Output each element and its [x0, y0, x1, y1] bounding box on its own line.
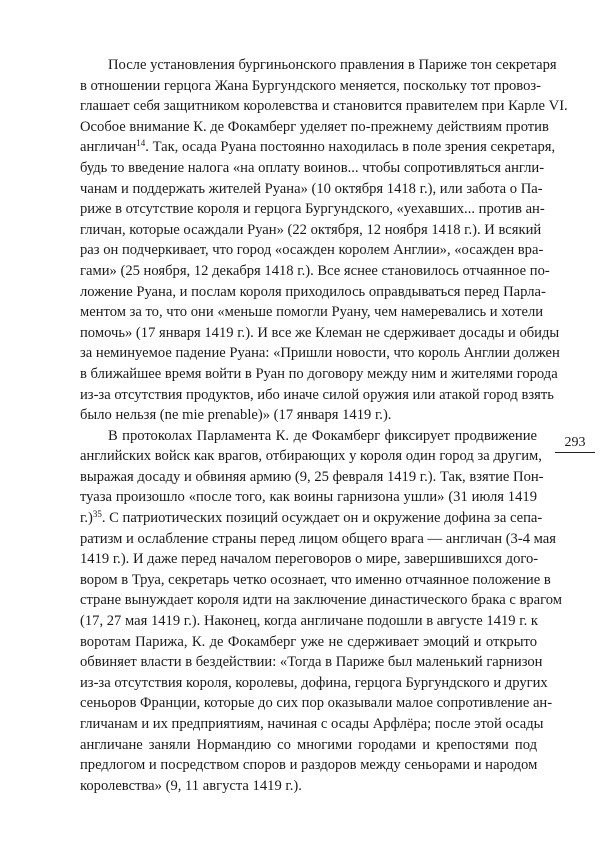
text-line: ратизм и ослабление страны перед лицом общего врага — англичан (3-4 мая	[80, 530, 556, 547]
text-line: обвиняет власти в бездействии: «Тогда в Париже был маленький гарнизон	[80, 654, 543, 671]
text-line: раз он подчеркивает, что город «осажден королем Англии», «осажден вра-	[80, 242, 544, 259]
text-line: англичан$^{14}$. Так, осада Руана постоянно находилась в поле зрения секретаря,	[80, 138, 556, 156]
text-line: После установления бургиньонского правления в Париже тон секретаря	[108, 57, 557, 73]
text-line: 1419 г.). И даже перед началом переговоров о мире, завершившихся дого-	[80, 551, 539, 568]
text-line: (17, 27 мая 1419 г.). Наконец, когда англичане подошли в августе 1419 г. к	[80, 613, 538, 630]
text-line: помочь» (17 января 1419 г.). И все же Клеман не сдерживает досады и обиды	[80, 324, 560, 341]
text-line: гами» (25 ноября, 12 декабря 1418 г.). Все яснее становилось отчаянное по-	[80, 262, 550, 279]
text-line: стране вынуждает короля идти на заключение династического брака с врагом	[80, 592, 562, 609]
paragraph	[80, 426, 562, 797]
text-line: Особое внимание К. де Фокамберг уделяет по-прежнему действиям против	[80, 118, 549, 135]
footnote-ref[interactable]: 14	[136, 138, 146, 149]
text-line: В протоколах Парламента К. де Фокамберг фиксирует продвижение	[108, 427, 537, 444]
text-line: риже в отсутствие короля и герцога Бургундского, «уехавших... против ан-	[80, 201, 545, 218]
paragraph	[80, 55, 568, 426]
text-line: королевства» (9, 11 августа 1419 г.).	[80, 777, 302, 794]
text-line: из-за отсутствия продуктов, ибо иначе силой оружия или атакой город взять	[80, 386, 554, 403]
text-line: за неминуемое падение Руана: «Пришли новости, что король Англии должен	[80, 345, 560, 362]
text-line: будь то введение налога «на оплату воинов... чтобы сопротивляться англи-	[80, 159, 545, 176]
text-line: глашает себя защитником королевства и становится правителем при Карле VI.	[80, 98, 568, 115]
page-number: 293	[555, 435, 595, 453]
text-line: вором в Труа, секретарь четко осознает, что именно отчаянное положение в	[80, 571, 551, 588]
text-line: сеньоров Франции, которые до сих пор оказывали малое сопротивление ан-	[80, 695, 553, 712]
text-line: гличанам и их предприятиям, начиная с осады Арфлёра; после этой осады	[80, 716, 544, 732]
text-line: туаза произошло «после того, как воины гарнизона ушли» (31 июля 1419	[80, 489, 537, 506]
text-line: ложение Руана, и послам короля приходилось оправдываться перед Парла-	[80, 283, 546, 300]
text-line: в ближайшее время войти в Руан по договору между ним и жителями города	[80, 365, 558, 382]
text-line: англичане заняли Нормандию со многими городами и крепостями под	[80, 736, 537, 753]
text-line: ментом за то, что они «меньше помогли Руану, чем намеревались и хотели	[80, 304, 544, 321]
footnote-ref[interactable]: 35	[92, 509, 102, 520]
text-line: из-за отсутствия короля, королевы, дофина, герцога Бургундского и других	[80, 674, 548, 691]
text-line: гличан, которые осаждали Руан» (22 октября, 12 ноября 1418 г.). И всякий	[80, 221, 542, 238]
text-line: чанам и поддержать жителей Руана» (10 октября 1418 г.), или забота о Па-	[80, 180, 543, 197]
text-line: выражая досаду и обвиняя армию (9, 25 февраля 1419 г.). Так, взятие Пон-	[80, 468, 544, 485]
text-line: воротам Парижа, К. де Фокамберг уже не сдерживает эмоций и открыто	[80, 633, 537, 650]
text-line: г.)$^{35}$. С патриотических позиций осуждает он и окружение дофина за сепа-	[80, 509, 543, 527]
text-line: английских войск как врагов, отбирающих у короля один город за другим,	[80, 448, 542, 465]
text-line: было нельзя (ne mie prenable)» (17 января 1419 г.).	[80, 407, 392, 424]
text-line: предлогом и посредством споров и раздоров между сеньорами и народом	[80, 757, 538, 774]
body-text	[80, 55, 568, 796]
text-line: в отношении герцога Жана Бургундского меняется, поскольку тот провоз-	[80, 77, 542, 94]
